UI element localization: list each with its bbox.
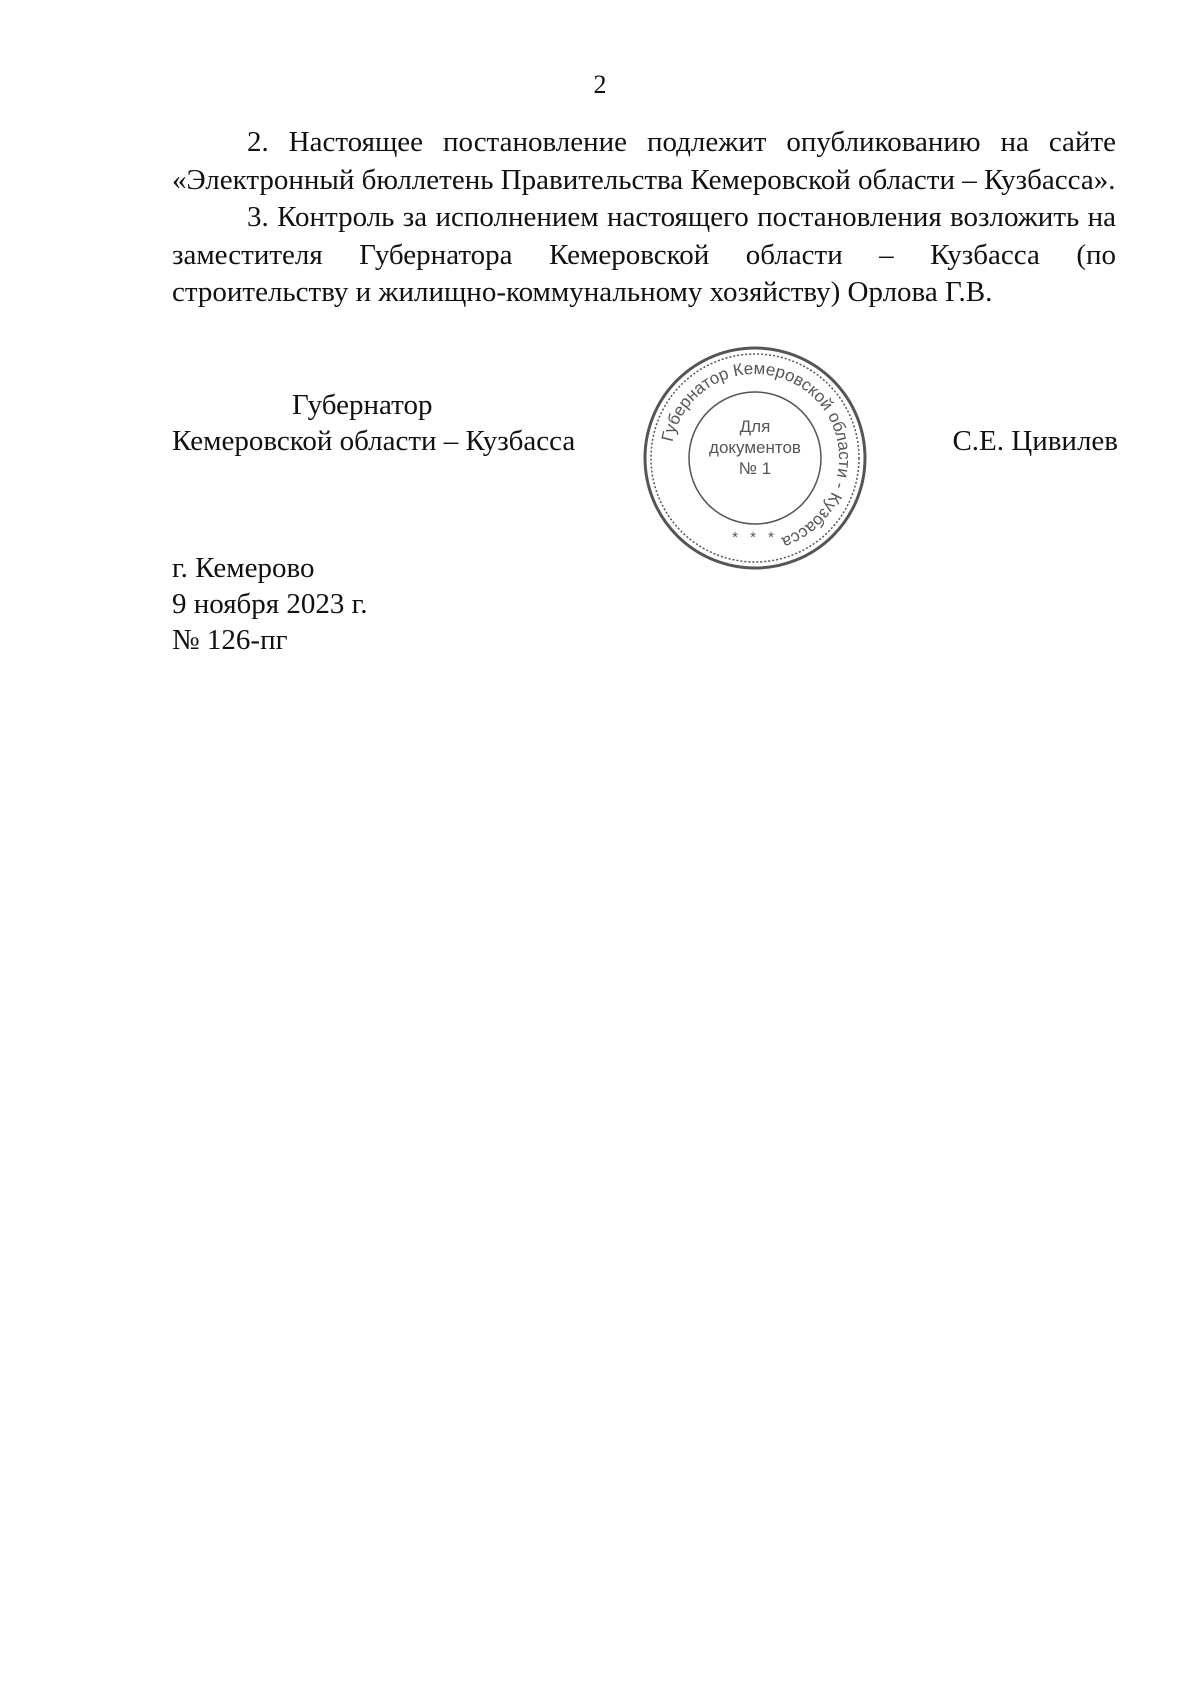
signatory-title-line1: Губернатор — [292, 389, 433, 421]
seal-center-line3: № 1 — [738, 459, 772, 478]
footer-city: г. Кемерово — [172, 552, 315, 584]
page-number: 2 — [593, 70, 607, 99]
paragraph-publication: 2. Настоящее постановление подлежит опубликованию на сайте «Электронный бюллетень Правительства Кемеровской области – Кузбасса». — [172, 126, 1116, 196]
official-seal — [642, 345, 868, 571]
seal-ring-text-path: Губернатор Кемеровской области - Кузбасса — [657, 358, 855, 553]
seal-stars: * * * — [732, 529, 778, 546]
signatory-title-line2: Кемеровской области – Кузбасса — [172, 425, 576, 457]
document-footer — [172, 550, 368, 658]
seal-center-text — [705, 416, 805, 479]
footer-date: 9 ноября 2023 г. — [172, 588, 368, 620]
seal-center-line2: документов — [709, 438, 801, 457]
signatory-name: С.Е. Цивилев — [952, 425, 1118, 457]
footer-number: № 126-пг — [172, 624, 288, 656]
signatory-title — [172, 387, 592, 459]
document-body — [172, 124, 1116, 312]
seal-center-line1: Для — [739, 417, 771, 436]
paragraph-control: 3. Контроль за исполнением настоящего постановления возложить на заместителя Губернатора Кемеровской области – Кузбасса (по строительству и жилищно-коммунальному хозяйству) Орлова Г.В. — [172, 201, 1116, 308]
